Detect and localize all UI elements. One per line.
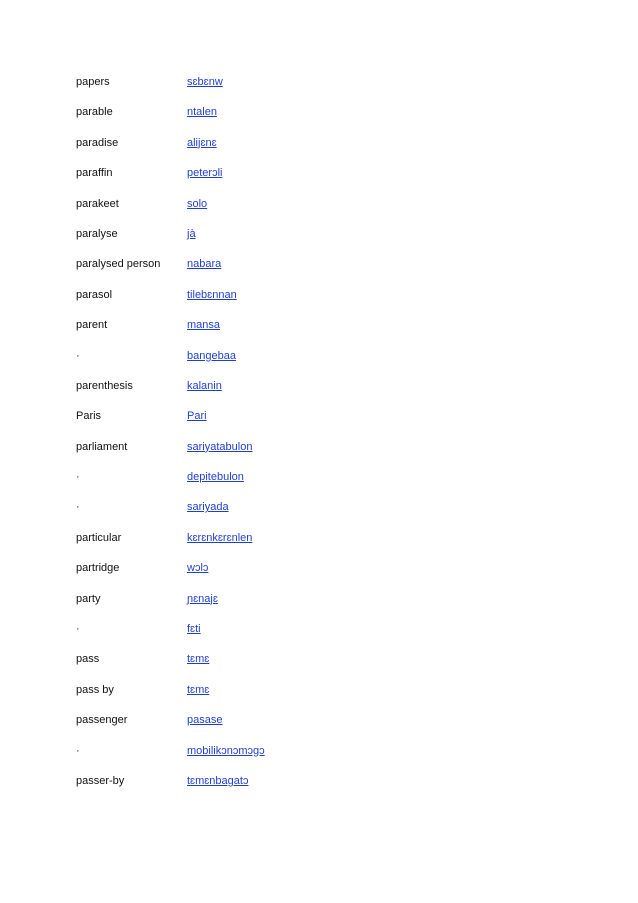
translation-link[interactable]: alijɛnɛ xyxy=(187,136,217,149)
translation-link[interactable]: peterɔli xyxy=(187,167,223,180)
glossary-row xyxy=(76,593,576,623)
english-term: paralyse xyxy=(76,227,118,240)
glossary-row xyxy=(76,258,576,288)
glossary-row xyxy=(76,289,576,319)
translation-link[interactable]: jà xyxy=(187,227,196,240)
english-term: paraffin xyxy=(76,167,113,180)
glossary-row xyxy=(76,106,576,136)
glossary-row xyxy=(76,471,576,501)
glossary-row xyxy=(76,532,576,562)
translation-link[interactable]: sariyada xyxy=(187,501,229,514)
english-term: · xyxy=(76,744,80,757)
english-term: parliament xyxy=(76,440,128,453)
glossary-row xyxy=(76,76,576,106)
translation-link[interactable]: bangebaa xyxy=(187,349,236,362)
glossary-row xyxy=(76,562,576,592)
translation-link[interactable]: ntalen xyxy=(187,106,217,119)
english-term: parenthesis xyxy=(76,379,133,392)
english-term: parent xyxy=(76,319,108,332)
glossary-row xyxy=(76,410,576,440)
translation-link[interactable]: wɔlɔ xyxy=(187,562,209,575)
english-term: passenger xyxy=(76,714,128,727)
glossary-row xyxy=(76,137,576,167)
translation-link[interactable]: sariyatabulon xyxy=(187,440,253,453)
translation-link[interactable]: mansa xyxy=(187,319,221,332)
translation-link[interactable]: mobilikɔnɔmɔgɔ xyxy=(187,744,265,757)
english-term: party xyxy=(76,592,101,605)
glossary-list xyxy=(76,76,576,805)
translation-link[interactable]: kɛrɛnkɛrɛnlen xyxy=(187,531,253,544)
english-term: pass xyxy=(76,653,100,666)
english-term: parable xyxy=(76,106,113,119)
translation-link[interactable]: tɛmɛ xyxy=(187,653,210,666)
glossary-row xyxy=(76,380,576,410)
translation-link[interactable]: fɛti xyxy=(187,623,201,636)
translation-link[interactable]: kalanin xyxy=(187,379,222,392)
english-term: passer-by xyxy=(76,774,125,787)
glossary-row xyxy=(76,745,576,775)
english-term: · xyxy=(76,471,80,484)
glossary-row xyxy=(76,319,576,349)
english-term: Paris xyxy=(76,410,102,423)
english-term: paralysed person xyxy=(76,258,161,271)
english-term: parakeet xyxy=(76,197,119,210)
english-term: · xyxy=(76,623,80,636)
translation-link[interactable]: tɛmɛ xyxy=(187,683,210,696)
translation-link[interactable]: tɛmɛnbagatɔ xyxy=(187,774,249,787)
english-term: · xyxy=(76,501,80,514)
glossary-row xyxy=(76,684,576,714)
glossary-row xyxy=(76,441,576,471)
translation-link[interactable]: ɲɛnajɛ xyxy=(187,592,218,605)
english-term: papers xyxy=(76,76,110,88)
glossary-row xyxy=(76,653,576,683)
english-term: particular xyxy=(76,531,122,544)
english-term: pass by xyxy=(76,683,114,696)
translation-link[interactable]: nabara xyxy=(187,258,222,271)
glossary-row xyxy=(76,167,576,197)
english-term: partridge xyxy=(76,562,120,575)
glossary-row xyxy=(76,350,576,380)
translation-link[interactable]: tilebɛnnan xyxy=(187,288,237,301)
glossary-row xyxy=(76,623,576,653)
translation-link[interactable]: Pari xyxy=(187,410,207,423)
english-term: parasol xyxy=(76,288,113,301)
english-term: · xyxy=(76,349,80,362)
glossary-row xyxy=(76,775,576,805)
translation-link[interactable]: sɛbɛnw xyxy=(187,76,223,88)
translation-link[interactable]: solo xyxy=(187,197,208,210)
glossary-row xyxy=(76,198,576,228)
glossary-row xyxy=(76,228,576,258)
glossary-row xyxy=(76,714,576,744)
translation-link[interactable]: pasase xyxy=(187,714,223,727)
english-term: paradise xyxy=(76,136,119,149)
glossary-row xyxy=(76,501,576,531)
translation-link[interactable]: depitebulon xyxy=(187,471,244,484)
